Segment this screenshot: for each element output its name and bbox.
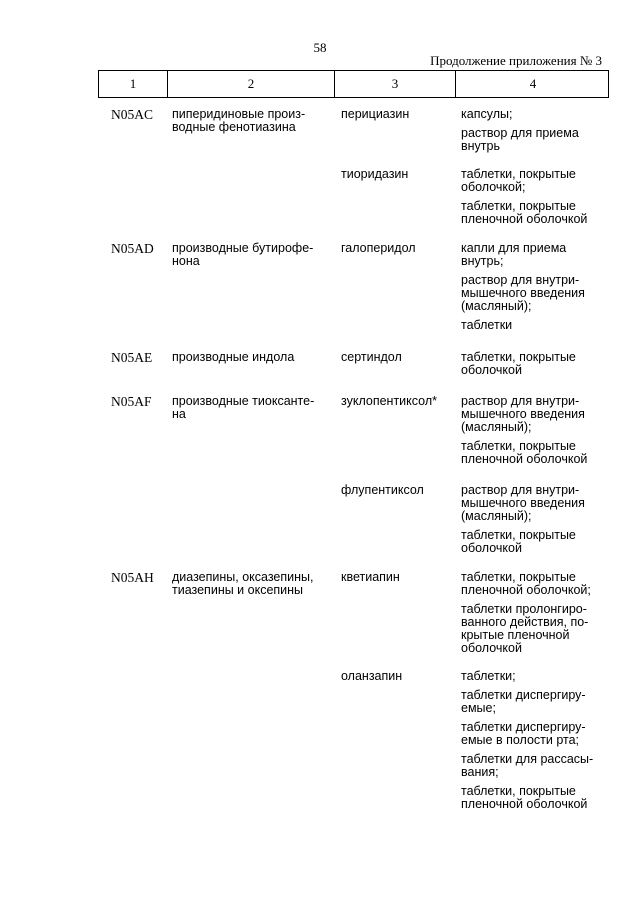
drug-name: сертиндол (341, 350, 402, 364)
group-name: диазепины, оксазепины, тиазепины и оксепины (172, 570, 314, 597)
header-col-2: 2 (168, 71, 335, 97)
drug-name: оланзапин (341, 669, 403, 683)
dosage-form: капли для приема внутрь; (461, 241, 567, 268)
atc-code: N05AE (111, 350, 153, 365)
dosage-form: таблетки, покрытые пленочной оболочкой (461, 439, 588, 466)
group-name (167, 670, 334, 817)
header-col-4: 4 (529, 76, 537, 91)
atc-code: N05AC (111, 107, 154, 122)
group-name: производные бутирофе- нона (172, 241, 314, 268)
dosage-form: капсулы; (461, 107, 513, 121)
dosage-forms (455, 108, 609, 159)
dosage-form: таблетки диспергиру- емые в полости рта; (461, 720, 586, 747)
group-name: пиперидиновые произ- водные фенотиазина (172, 107, 306, 134)
dosage-form: таблетки; (461, 669, 516, 683)
drug-name: флупентиксол (341, 483, 424, 497)
atc-code: N05AD (111, 241, 154, 256)
drug-name: перициазин (341, 107, 410, 121)
table-row (98, 168, 609, 232)
table-row (98, 351, 609, 383)
drug-name: кветиапин (341, 570, 400, 584)
dosage-form: раствор для приема внутрь (461, 126, 579, 153)
header-col-1: 1 (99, 71, 168, 97)
group-name: производные индола (172, 350, 295, 364)
page-number: 58 (313, 40, 327, 55)
dosage-forms (455, 571, 609, 661)
table-row (98, 108, 609, 159)
dosage-forms (455, 351, 609, 383)
header-col-3: 3 (335, 71, 456, 97)
dosage-form: раствор для внутри- мышечного введения (масляный); (461, 394, 585, 434)
dosage-form: таблетки, покрытые оболочкой; (461, 167, 576, 194)
drug-name: зуклопентиксол* (341, 394, 438, 408)
atc-code (98, 168, 167, 232)
dosage-form: таблетки, покрытые пленочной оболочкой; (461, 570, 591, 597)
dosage-form: таблетки пролонгиро- ванного действия, по- крытые пленочной оболочкой (461, 602, 589, 655)
dosage-forms (455, 670, 609, 817)
table-row (98, 395, 609, 472)
group-name: производные тиоксанте- на (172, 394, 315, 421)
atc-code: N05AF (111, 394, 152, 409)
dosage-form: таблетки диспергиру- емые; (461, 688, 586, 715)
table-header (98, 70, 609, 98)
dosage-forms (455, 484, 609, 561)
drug-name: тиоридазин (341, 167, 409, 181)
atc-code (98, 670, 167, 817)
dosage-form: таблетки для рассасы- вания; (461, 752, 594, 779)
table-row (98, 571, 609, 661)
atc-code (98, 484, 167, 561)
appendix-note: Продолжение приложения № 3 (430, 53, 602, 68)
group-name (167, 484, 334, 561)
dosage-forms (455, 242, 609, 338)
dosage-form: таблетки, покрытые пленочной оболочкой (461, 199, 588, 226)
dosage-form: таблетки, покрытые оболочкой (461, 350, 576, 377)
dosage-forms (455, 168, 609, 232)
dosage-form: раствор для внутри- мышечного введения (масляный); (461, 483, 585, 523)
table-row (98, 484, 609, 561)
table-row (98, 670, 609, 817)
drug-name: галоперидол (341, 241, 416, 255)
atc-code: N05AH (111, 570, 154, 585)
dosage-form: таблетки, покрытые пленочной оболочкой (461, 784, 588, 811)
group-name (167, 168, 334, 232)
dosage-form: таблетки (461, 318, 513, 332)
table-row (98, 242, 609, 338)
dosage-form: таблетки, покрытые оболочкой (461, 528, 576, 555)
dosage-forms (455, 395, 609, 472)
dosage-form: раствор для внутри- мышечного введения (масляный); (461, 273, 585, 313)
